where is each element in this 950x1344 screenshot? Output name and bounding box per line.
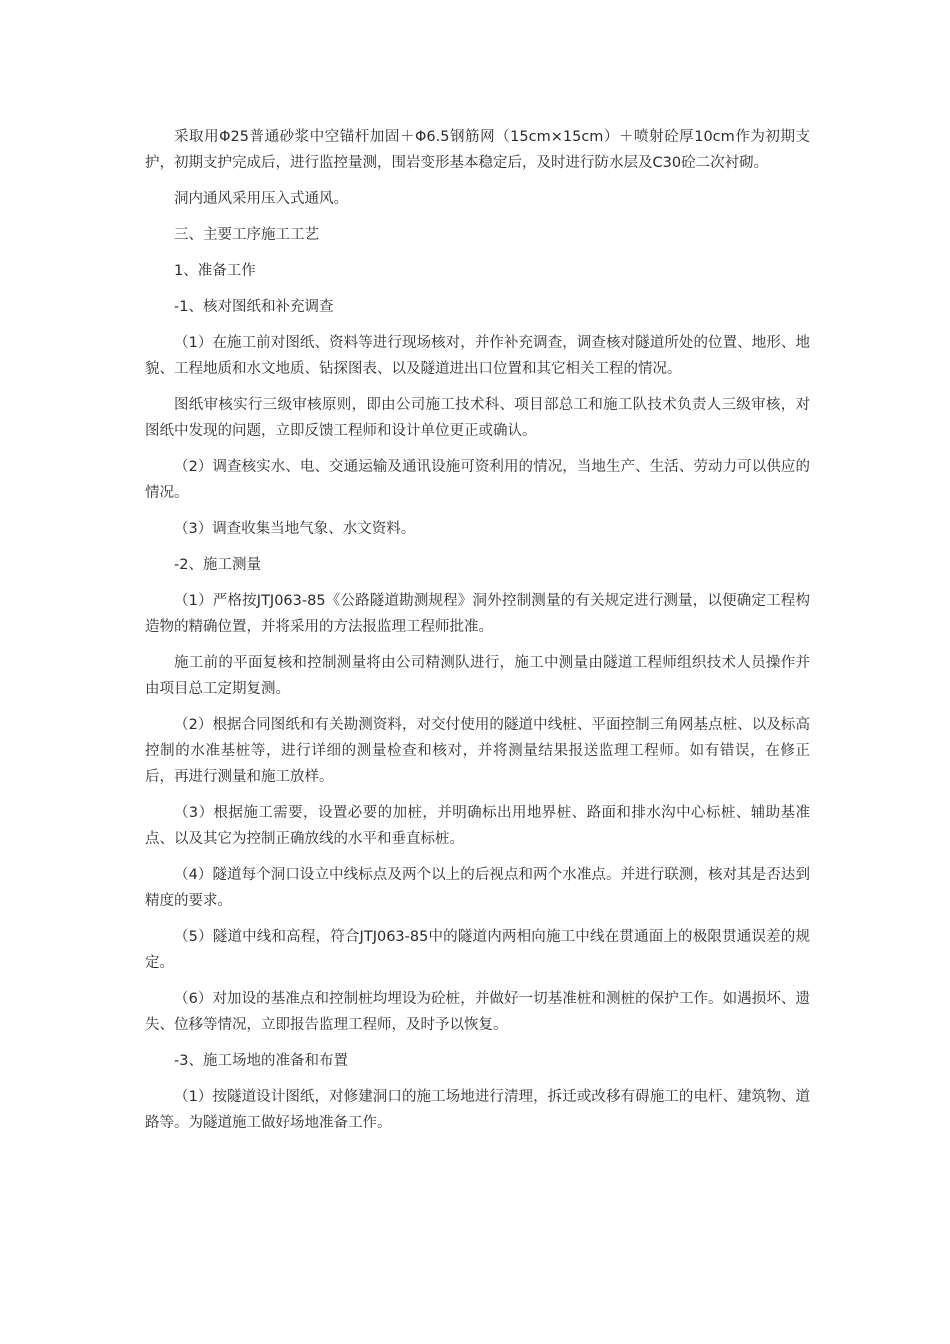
- subsection-heading: -1、核对图纸和补充调查: [174, 299, 334, 315]
- paragraph: （3）根据施工需要，设置必要的加桩，并明确标出用地界桩、路面和排水沟中心标桩、辅助基准点、以及其它为控制正确放线的水平和垂直标桩。: [145, 805, 810, 847]
- paragraph: （1）按隧道设计图纸，对修建洞口的施工场地进行清理，拆迁或改移有碍施工的电杆、建筑物、道路等。为隧道施工做好场地准备工作。: [145, 1089, 810, 1131]
- paragraph: （2）根据合同图纸和有关勘测资料，对交付使用的隧道中线桩、平面控制三角网基点桩、以及标高控制的水准基桩等，进行详细的测量检查和核对，并将测量结果报送监理工程师。如有错误，在修正后，再进行测量和施工放样。: [145, 717, 810, 785]
- paragraph: （1）严格按JTJ063-85《公路隧道勘测规程》洞外控制测量的有关规定进行测量，以便确定工程构造物的精确位置，并将采用的方法报监理工程师批准。: [145, 593, 810, 635]
- paragraph: 施工前的平面复核和控制测量将由公司精测队进行，施工中测量由隧道工程师组织技术人员操作并由项目总工定期复测。: [145, 655, 810, 697]
- paragraph: （4）隧道每个洞口设立中线标点及两个以上的后视点和两个水准点。并进行联测，核对其是否达到精度的要求。: [145, 867, 810, 909]
- paragraph: 图纸审核实行三级审核原则，即由公司施工技术科、项目部总工和施工队技术负责人三级审核，对图纸中发现的问题，立即反馈工程师和设计单位更正或确认。: [145, 397, 810, 439]
- subsection-heading: 1、准备工作: [174, 263, 256, 279]
- paragraph: （1）在施工前对图纸、资料等进行现场核对，并作补充调查，调查核对隧道所处的位置、地形、地貌、工程地质和水文地质、钻探图表、以及隧道进出口位置和其它相关工程的情况。: [145, 335, 810, 377]
- subsection-heading: -2、施工测量: [174, 557, 261, 573]
- paragraph: （5）隧道中线和高程，符合JTJ063-85中的隧道内两相向施工中线在贯通面上的极限贯通误差的规定。: [145, 929, 810, 971]
- document-body: [145, 124, 810, 1146]
- paragraph-support: 采取用Φ25普通砂浆中空锚杆加固＋Φ6.5钢筋网（15cm×15cm）＋喷射砼厚10cm作为初期支护，初期支护完成后，进行监控量测，围岩变形基本稳定后，及时进行防水层及C30砼二次衬砌。: [145, 129, 810, 171]
- subsection-heading: -3、施工场地的准备和布置: [174, 1053, 348, 1069]
- paragraph-ventilation: 洞内通风采用压入式通风。: [174, 191, 348, 207]
- paragraph: （3）调查收集当地气象、水文资料。: [174, 521, 416, 537]
- paragraph: （6）对加设的基准点和控制桩均埋设为砼桩，并做好一切基准桩和测桩的保护工作。如遇损坏、遗失、位移等情况，立即报告监理工程师，及时予以恢复。: [145, 991, 810, 1033]
- section-heading: 三、主要工序施工工艺: [174, 227, 319, 243]
- paragraph: （2）调查核实水、电、交通运输及通讯设施可资利用的情况，当地生产、生活、劳动力可以供应的情况。: [145, 459, 810, 501]
